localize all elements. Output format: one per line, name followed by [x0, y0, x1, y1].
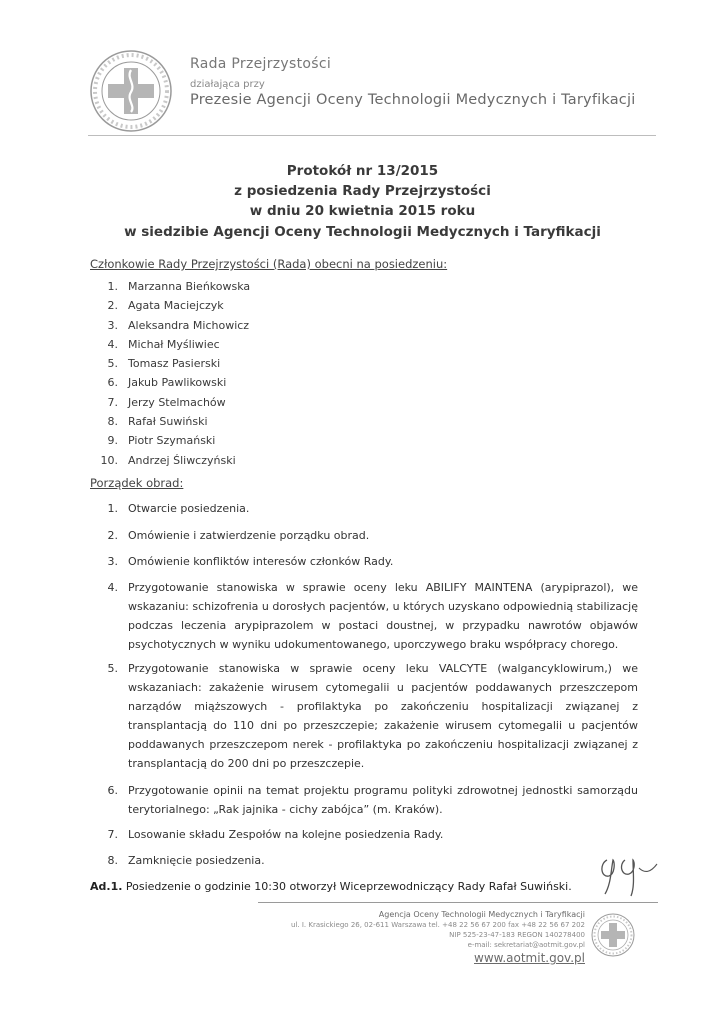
agenda-item: 2. Omówienie i zatwierdzenie porządku obrad. — [107, 529, 370, 542]
list-item: 1. Marzanna Bieńkowska — [107, 280, 251, 293]
list-item: 6. Jakub Pawlikowski — [107, 376, 227, 390]
agency-seal-logo — [590, 912, 636, 958]
ad1-text: Posiedzenie o godzinie 10:30 otworzył Wiceprzewodniczący Rady Rafał Suwiński. — [125, 880, 572, 893]
footer-website-link[interactable]: www.aotmit.gov.pl — [474, 951, 585, 965]
header-org-subtitle: działająca przy — [190, 79, 265, 90]
protocol-location: w siedzibie Agencji Oceny Technologii Medycznych i Taryfikacji — [124, 224, 601, 240]
agenda-item: 3. Omówienie konfliktów interesów członków Rady. — [107, 555, 394, 568]
header-org-name: Rada Przejrzystości — [190, 56, 332, 72]
list-item: 5. Tomasz Pasierski — [107, 357, 221, 371]
footer-org: Agencja Oceny Technologii Medycznych i Taryfikacji — [378, 910, 585, 919]
footer-ids: NIP 525-23-47-183 REGON 140278400 — [449, 931, 585, 939]
header-org-agency: Prezesie Agencji Oceny Technologii Medycznych i Taryfikacji — [190, 92, 636, 108]
members-list — [90, 280, 490, 473]
list-item: 4. Michał Myśliwiec — [107, 337, 220, 351]
list-item: 10. Andrzej Śliwczyński — [100, 453, 236, 467]
handwritten-initials — [595, 850, 665, 900]
agenda-item: 7. Losowanie składu Zespołów na kolejne posiedzenia Rady. — [107, 828, 444, 841]
ad1-label: Ad.1. — [90, 880, 123, 893]
list-item: 3. Aleksandra Michowicz — [107, 318, 250, 332]
footer-address: ul. I. Krasickiego 26, 02-611 Warszawa tel. +48 22 56 67 200 fax +48 22 56 67 202 — [291, 921, 585, 929]
ad1-paragraph — [90, 880, 572, 893]
agenda-item: 4. Przygotowanie stanowiska w sprawie oceny leku ABILIFY MAINTENA (arypiprazol), we wskazaniu: schizofrenia u dorosłych pacjentów, u których uzyskano odpowiednią stabilizację podczas leczenia arypiprazolem w postaci doustnej, w przypadku nawrotów objawów psychotycznych w wyniku udokumentowanego, uporczywego braku współpracy chorego. — [107, 581, 638, 651]
list-item: 8. Rafał Suwiński — [107, 415, 208, 429]
agenda-item: 1. Otwarcie posiedzenia. — [107, 502, 250, 515]
protocol-date: w dniu 20 kwietnia 2015 roku — [249, 203, 476, 219]
protocol-title: Protokół nr 13/2015 — [286, 163, 439, 179]
list-item: 2. Agata Maciejczyk — [107, 299, 224, 313]
protocol-subtitle-1: z posiedzenia Rady Przejrzystości — [234, 183, 491, 199]
header-divider — [88, 135, 656, 136]
agenda-item: 5. Przygotowanie stanowiska w sprawie oceny leku VALCYTE (walgancyklowirum,) we wskazaniach: zakażenie wirusem cytomegalii u pacjentów poddawanych przeszczepom narządów miąższowych - profilaktyka po zakończeniu hospitalizacji związanej z transplantacją do 110 dni po przeszczepie; zakażenie wirusem cytomegalii u pacjentów poddawanych przeszczepom nerek - profilaktyka po zakończeniu hospitalizacji związanej z transplantacją do 200 dni po przeszczepie. — [107, 662, 638, 770]
list-item: 9. Piotr Szymański — [107, 434, 216, 448]
footer-email: e-mail: sekretariat@aotmit.gov.pl — [467, 941, 585, 949]
agenda-item: 8. Zamknięcie posiedzenia. — [107, 854, 265, 867]
footer-divider — [258, 902, 658, 903]
list-item: 7. Jerzy Stelmachów — [107, 395, 226, 409]
agenda-item: 6. Przygotowanie opinii na temat projektu programu polityki zdrowotnej jednostki samorządu terytorialnego: „Rak jajnika - cichy zabójca” (m. Kraków). — [107, 784, 638, 816]
members-heading: Członkowie Rady Przejrzystości (Rada) obecni na posiedzeniu: — [90, 257, 448, 271]
council-seal-logo — [88, 48, 174, 134]
agenda-heading: Porządek obrad: — [90, 476, 184, 490]
